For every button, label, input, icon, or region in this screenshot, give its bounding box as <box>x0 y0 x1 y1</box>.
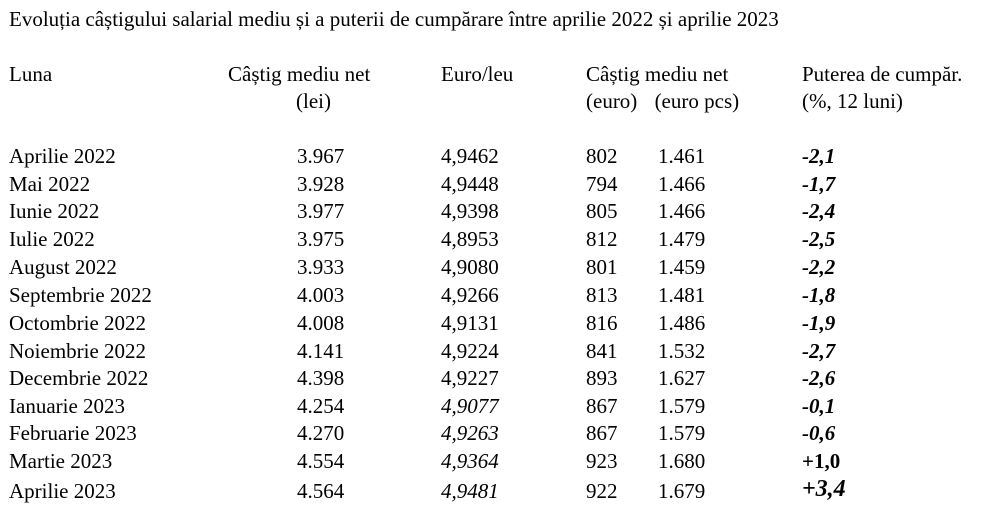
cell-putere: -1,9 <box>802 311 836 335</box>
cell-luna: Mai 2022 <box>9 172 91 196</box>
cell-castig-euro: 802 <box>586 144 618 168</box>
cell-euro-leu: 4,9080 <box>441 255 499 279</box>
header-putere <box>802 61 962 115</box>
cell-putere: -2,2 <box>802 255 836 279</box>
cell-luna: Septembrie 2022 <box>9 283 152 307</box>
cell-putere: -2,7 <box>802 339 836 363</box>
cell-luna: Noiembrie 2022 <box>9 339 147 363</box>
cell-euro-leu: 4,9263 <box>441 421 499 445</box>
cell-castig-euro-pcs: 1.627 <box>658 366 706 390</box>
header-putere-line1: Puterea de cumpăr. <box>802 62 963 86</box>
cell-putere: -0,6 <box>802 421 836 445</box>
cell-putere: -2,1 <box>802 144 836 168</box>
cell-castig-euro-pcs: 1.466 <box>658 199 706 223</box>
cell-putere: -2,4 <box>802 199 836 223</box>
cell-putere: -2,6 <box>802 366 836 390</box>
header-castig-euro-line1: Câștig mediu net <box>586 62 729 86</box>
cell-castig-euro-pcs: 1.579 <box>658 394 706 418</box>
cell-luna: Aprilie 2022 <box>9 144 116 168</box>
cell-castig-lei: 3.933 <box>297 255 345 279</box>
cell-castig-euro: 794 <box>586 172 618 196</box>
header-castig-euro <box>586 61 739 115</box>
cell-luna: Aprilie 2023 <box>9 479 116 503</box>
cell-castig-lei: 4.254 <box>297 394 345 418</box>
header-castig-lei-line2: (lei) <box>296 89 331 113</box>
header-castig-lei-line1: Câștig mediu net <box>228 62 371 86</box>
cell-castig-lei: 4.141 <box>297 339 345 363</box>
cell-luna: Decembrie 2022 <box>9 366 149 390</box>
cell-castig-lei: 3.928 <box>297 172 345 196</box>
cell-euro-leu: 4,9266 <box>441 283 499 307</box>
cell-castig-euro: 841 <box>586 339 618 363</box>
header-putere-line2: (%, 12 luni) <box>802 89 903 113</box>
cell-castig-lei: 4.398 <box>297 366 345 390</box>
cell-euro-leu: 4,9364 <box>441 449 499 473</box>
cell-castig-euro-pcs: 1.532 <box>658 339 706 363</box>
cell-castig-euro: 816 <box>586 311 618 335</box>
cell-luna: Iulie 2022 <box>9 227 95 251</box>
cell-luna: August 2022 <box>9 255 117 279</box>
cell-castig-lei: 4.564 <box>297 479 345 503</box>
cell-castig-euro-pcs: 1.579 <box>658 421 706 445</box>
cell-castig-euro: 923 <box>586 449 618 473</box>
cell-luna: Ianuarie 2023 <box>9 394 126 418</box>
cell-putere: -1,8 <box>802 283 836 307</box>
cell-euro-leu: 4,9227 <box>441 366 499 390</box>
cell-euro-leu: 4,9481 <box>441 479 499 503</box>
header-euro: (euro) <box>586 89 638 113</box>
cell-euro-leu: 4,9398 <box>441 199 499 223</box>
cell-castig-euro: 867 <box>586 394 618 418</box>
cell-putere: +3,4 <box>802 476 846 502</box>
header-euro-pcs: (euro pcs) <box>654 89 740 113</box>
cell-luna: Martie 2023 <box>9 449 113 473</box>
cell-castig-lei: 4.008 <box>297 311 345 335</box>
cell-castig-euro: 893 <box>586 366 618 390</box>
cell-putere: -0,1 <box>802 394 836 418</box>
cell-euro-leu: 4,8953 <box>441 227 499 251</box>
cell-castig-euro-pcs: 1.680 <box>658 449 706 473</box>
cell-castig-lei: 4.270 <box>297 421 345 445</box>
cell-castig-euro: 867 <box>586 421 618 445</box>
cell-castig-lei: 3.975 <box>297 227 345 251</box>
cell-euro-leu: 4,9462 <box>441 144 499 168</box>
cell-castig-euro: 813 <box>586 283 618 307</box>
cell-putere: +1,0 <box>802 449 841 473</box>
cell-castig-euro-pcs: 1.481 <box>658 283 706 307</box>
cell-castig-euro-pcs: 1.479 <box>658 227 706 251</box>
cell-euro-leu: 4,9224 <box>441 339 499 363</box>
cell-luna: Februarie 2023 <box>9 421 137 445</box>
cell-euro-leu: 4,9077 <box>441 394 499 418</box>
cell-castig-euro-pcs: 1.461 <box>658 144 706 168</box>
table-title: Evoluția câștigului salarial mediu și a puterii de cumpărare între aprilie 2022 și aprilie 2023 <box>9 7 779 31</box>
cell-luna: Octombrie 2022 <box>9 311 147 335</box>
cell-castig-euro: 812 <box>586 227 618 251</box>
cell-castig-lei: 3.967 <box>297 144 345 168</box>
cell-castig-euro: 805 <box>586 199 618 223</box>
cell-castig-lei: 3.977 <box>297 199 345 223</box>
cell-castig-euro-pcs: 1.459 <box>658 255 706 279</box>
cell-putere: -2,5 <box>802 227 836 251</box>
cell-castig-euro-pcs: 1.486 <box>658 311 706 335</box>
cell-castig-euro-pcs: 1.466 <box>658 172 706 196</box>
cell-castig-euro: 922 <box>586 479 618 503</box>
header-castig-euro-line2 <box>586 88 739 115</box>
cell-castig-lei: 4.003 <box>297 283 345 307</box>
cell-castig-euro: 801 <box>586 255 618 279</box>
header-castig-lei <box>228 61 370 115</box>
cell-castig-lei: 4.554 <box>297 449 345 473</box>
cell-luna: Iunie 2022 <box>9 199 100 223</box>
cell-castig-euro-pcs: 1.679 <box>658 479 706 503</box>
cell-putere: -1,7 <box>802 172 836 196</box>
header-euro-leu: Euro/leu <box>441 62 514 86</box>
cell-euro-leu: 4,9131 <box>441 311 499 335</box>
cell-euro-leu: 4,9448 <box>441 172 499 196</box>
header-luna: Luna <box>9 62 53 86</box>
